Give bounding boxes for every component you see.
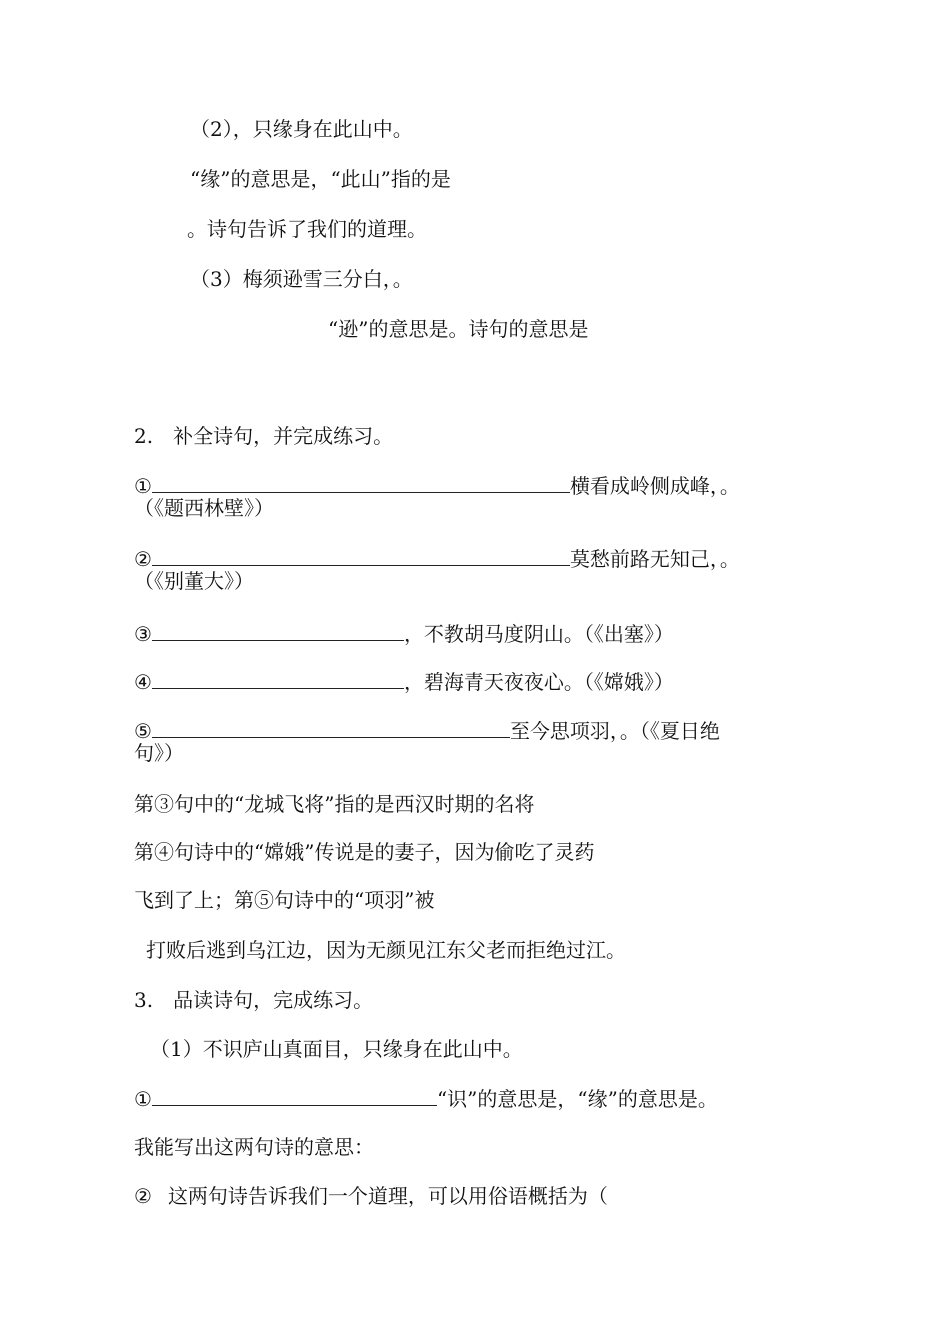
item-1-source: （《题西林壁》） bbox=[134, 496, 274, 520]
question-2-line: （2），只缘身在此山中。 bbox=[190, 117, 413, 141]
fill-item-3 bbox=[134, 620, 674, 646]
answer-blank[interactable] bbox=[152, 620, 404, 641]
xiangyu-question: 打败后逃到乌江边，因为无颜见江东父老而拒绝过江。 bbox=[146, 938, 626, 962]
question-2-lesson: 。诗句告诉了我们的道理。 bbox=[187, 217, 427, 241]
fill-item-4 bbox=[134, 668, 674, 694]
item-2-source: （《别董大》） bbox=[134, 569, 254, 593]
section-3-poem-line: （1）不识庐山真面目，只缘身在此山中。 bbox=[150, 1037, 523, 1061]
item-number: ① bbox=[134, 474, 152, 498]
change-question-2: 飞到了上；第⑤句诗中的“项羽”被 bbox=[134, 888, 435, 912]
change-question-1: 第④句诗中的“嫦娥”传说是的妻子，因为偷吃了灵药 bbox=[134, 840, 595, 864]
item-5-source: 句》） bbox=[134, 741, 184, 765]
item-text: ，不教胡马度阴山。（《出塞》） bbox=[403, 622, 674, 646]
section-3-item-1 bbox=[134, 1085, 718, 1111]
item-text: 横看成岭侧成峰，。 bbox=[569, 474, 740, 498]
section-3-title: 3. 品读诗句，完成练习。 bbox=[134, 988, 374, 1012]
meaning-prompt: 我能写出这两句诗的意思： bbox=[134, 1135, 374, 1159]
item-text: 这两句诗告诉我们一个道理，可以用俗语概括为（ bbox=[167, 1184, 608, 1208]
item-number: ② bbox=[134, 547, 152, 571]
fill-item-2 bbox=[134, 545, 740, 571]
fill-item-5 bbox=[134, 717, 720, 743]
item-text: 至今思项羽，。（《夏日绝 bbox=[509, 719, 720, 743]
question-3-line: （3）梅须逊雪三分白，。 bbox=[190, 267, 413, 291]
section-2-title: 2. 补全诗句，并完成练习。 bbox=[134, 424, 394, 448]
item-text: “识”的意思是，“缘”的意思是。 bbox=[436, 1087, 718, 1111]
item-number: ⑤ bbox=[134, 719, 152, 743]
question-2-meaning: “缘”的意思是，“此山”指的是 bbox=[190, 167, 451, 191]
item-number: ② bbox=[134, 1184, 152, 1208]
answer-blank[interactable] bbox=[152, 1085, 437, 1106]
longcheng-question: 第③句中的“龙城飞将”指的是西汉时期的名将 bbox=[134, 792, 535, 816]
answer-blank[interactable] bbox=[152, 668, 404, 689]
fill-item-1 bbox=[134, 472, 740, 498]
item-number: ① bbox=[134, 1087, 152, 1111]
answer-blank[interactable] bbox=[152, 717, 510, 738]
answer-blank[interactable] bbox=[152, 472, 570, 493]
item-number: ④ bbox=[134, 670, 152, 694]
item-text: ，碧海青天夜夜心。（《嫦娥》） bbox=[403, 670, 674, 694]
item-number: ③ bbox=[134, 622, 152, 646]
answer-blank[interactable] bbox=[152, 545, 570, 566]
question-3-meaning: “逊”的意思是。诗句的意思是 bbox=[328, 317, 589, 341]
section-3-item-2 bbox=[134, 1184, 608, 1208]
item-text: 莫愁前路无知己，。 bbox=[569, 547, 740, 571]
